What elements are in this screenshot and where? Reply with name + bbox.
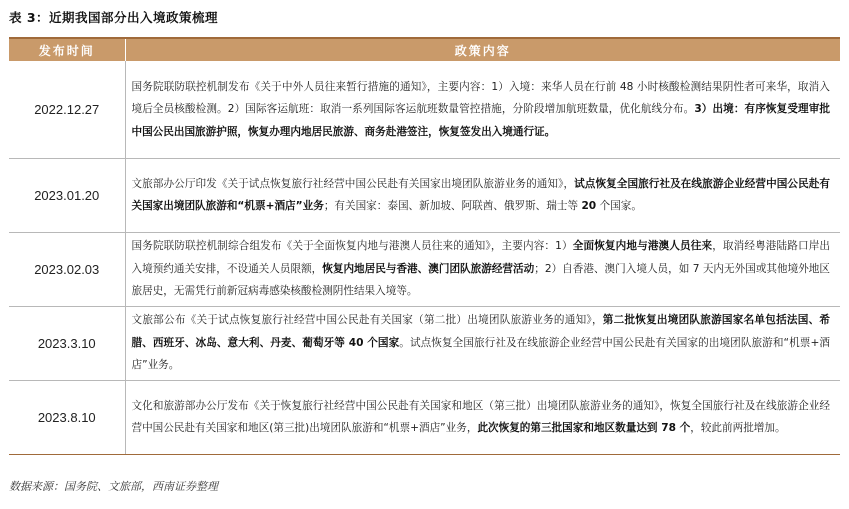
content-highlight: 恢复内地居民与香港、澳门团队旅游经营活动 (322, 262, 535, 275)
table-row (9, 232, 840, 306)
row-content (125, 158, 840, 232)
table-header-row (9, 38, 840, 61)
content-highlight: 全面恢复内地与港澳人员往来 (572, 240, 713, 253)
row-date: 2023.8.10 (9, 380, 125, 454)
content-text: 国务院联防联控机制发布《关于中外人员往来暂行措施的通知》，主要内容：1）入境：来华人员在行前 48 小时核酸检测结果阴性者可来华，取消入境后全员核酸检测。2）国际客运航班：取消一系列国际客运航班数量管控措施，分阶段增加航班数量，优化航线分布。 (131, 80, 830, 115)
content-text: 个国家。 (596, 200, 642, 212)
content-text: ，较此前两批增加。 (690, 422, 786, 434)
row-content (125, 232, 840, 306)
content-highlight: 第二批恢复出境团队旅游国家名单包括法国、希腊、西班牙、冰岛、意大利、丹麦、葡萄牙等 40 个国家 (131, 314, 830, 349)
content-highlight: 试点恢复全国旅行社及在线旅游企业经营中国公民赴有关国家出境团队旅游和“机票+酒店”业务 (131, 177, 831, 212)
header-policy-content: 政策内容 (125, 38, 840, 61)
content-text: 文旅部办公厅印发《关于试点恢复旅行社经营中国公民赴有关国家出境团队旅游业务的通知》， (131, 177, 575, 190)
policy-table (9, 37, 840, 455)
header-publish-time: 发布时间 (9, 38, 125, 61)
content-text: ；2）自香港、澳门入境人员，如 7 天内无外国或其他境外地区旅居史，无需凭行前新冠病毒感染核酸检测阴性结果入境等。 (131, 262, 831, 298)
row-date: 2022.12.27 (9, 61, 125, 158)
content-highlight: 20 (581, 200, 597, 212)
table-row (9, 61, 840, 158)
content-text: ，取消经粤港陆路口岸出入境预约通关安排，不设通关人员限额， (131, 240, 831, 275)
content-text: 。试点恢复全国旅行社及在线旅游企业经营中国公民赴有关国家的出境团队旅游和“机票+酒店”业务。 (131, 336, 830, 372)
table-caption: 表 3：近期我国部分出入境政策梳理 (9, 10, 219, 25)
row-content (125, 61, 840, 158)
content-highlight: 此次恢复的第三批国家和地区数量达到 78 个 (477, 422, 691, 434)
row-date: 2023.01.20 (9, 158, 125, 232)
row-content (125, 380, 840, 454)
content-highlight: 3）出境：有序恢复受理审批中国公民出国旅游护照，恢复办理内地居民旅游、商务赴港签注，恢复签发出入境通行证。 (131, 103, 830, 138)
content-text: 文旅部公布《关于试点恢复旅行社经营中国公民赴有关国家（第二批）出境团队旅游业务的通知》， (131, 314, 603, 327)
data-source-note: 数据来源：国务院、文旅部，西南证券整理 (9, 480, 218, 493)
table-row (9, 158, 840, 232)
table-row (9, 306, 840, 380)
table-row (9, 380, 840, 454)
row-date: 2023.3.10 (9, 306, 125, 380)
row-date: 2023.02.03 (9, 232, 125, 306)
content-text: 国务院联防联控机制综合组发布《关于全面恢复内地与港澳人员往来的通知》，主要内容：1） (131, 240, 573, 253)
content-text: ；有关国家：泰国、新加坡、阿联酋、俄罗斯、瑞士等 (323, 200, 582, 212)
content-text: 文化和旅游部办公厅发布《关于恢复旅行社经营中国公民赴有关国家和地区（第三批）出境团队旅游业务的通知》，恢复全国旅行社及在线旅游企业经营中国公民赴有关国家和地区(第三批)出境团队旅游和“机票+酒店”业务， (131, 399, 830, 434)
row-content (125, 306, 840, 380)
